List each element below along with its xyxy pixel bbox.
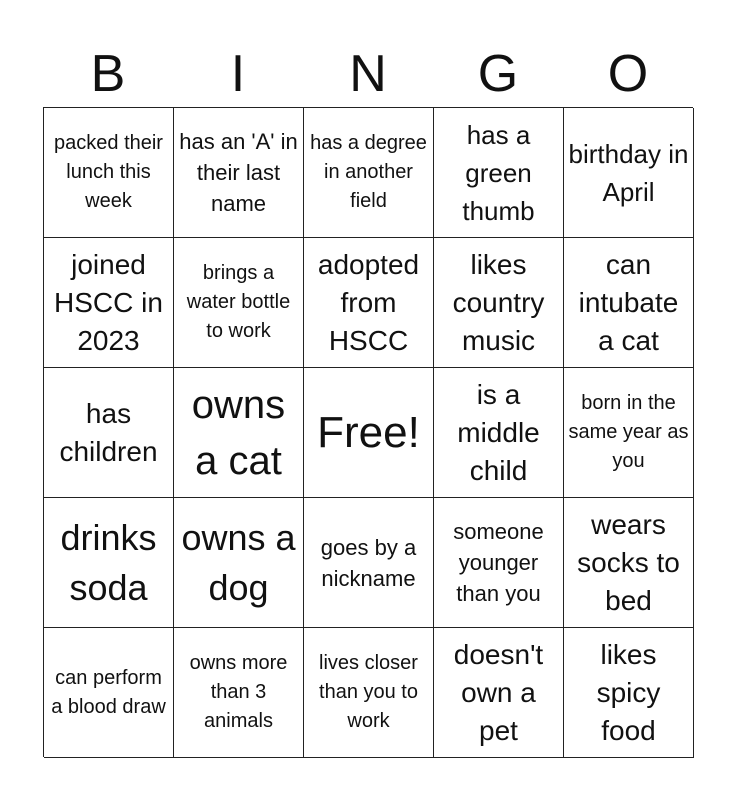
cell-text: can intubate a cat	[578, 248, 679, 356]
bingo-cell[interactable]	[304, 628, 434, 758]
cell-text: Free!	[317, 407, 420, 457]
bingo-cell[interactable]	[44, 238, 174, 368]
bingo-cell[interactable]	[564, 108, 694, 238]
cell-text: can perform a blood draw	[51, 666, 166, 718]
cell-text: birthday in April	[568, 138, 689, 207]
cell-text: adopted from HSCC	[317, 248, 420, 356]
cell-text: wears socks to bed	[577, 508, 680, 616]
header-letter-g: G	[477, 45, 519, 103]
cell-text: born in the same year as you	[568, 392, 689, 472]
cell-text: has a degree in another field	[310, 132, 427, 212]
cell-text: has a green thumb	[462, 119, 535, 226]
cell-text: likes country music	[452, 248, 545, 356]
bingo-cell[interactable]	[434, 368, 564, 498]
cell-text: has children	[59, 397, 158, 467]
cell-text: joined HSCC in 2023	[54, 248, 163, 356]
bingo-header	[43, 40, 693, 108]
bingo-cell[interactable]	[44, 108, 174, 238]
bingo-cell[interactable]	[434, 628, 564, 758]
bingo-cell[interactable]	[44, 498, 174, 628]
bingo-cell[interactable]	[44, 368, 174, 498]
bingo-cell[interactable]	[174, 498, 304, 628]
cell-text: brings a water bottle to work	[186, 262, 291, 342]
cell-text: likes spicy food	[596, 638, 661, 746]
cell-text: has an 'A' in their last name	[179, 129, 298, 216]
bingo-cell[interactable]	[564, 238, 694, 368]
bingo-cell[interactable]	[434, 108, 564, 238]
bingo-cell[interactable]	[434, 498, 564, 628]
bingo-cell[interactable]	[44, 628, 174, 758]
cell-text: packed their lunch this week	[54, 132, 163, 212]
cell-text: owns more than 3 animals	[189, 652, 288, 732]
cell-text: owns a dog	[181, 516, 296, 608]
header-letter-o: O	[607, 45, 649, 103]
bingo-cell[interactable]	[304, 498, 434, 628]
cell-text: drinks soda	[60, 516, 157, 608]
bingo-cell[interactable]	[174, 628, 304, 758]
header-letter-b: B	[90, 45, 126, 103]
cell-text: goes by a nickname	[320, 534, 417, 591]
cell-text: someone younger than you	[453, 519, 544, 606]
bingo-cell[interactable]	[304, 108, 434, 238]
bingo-cell[interactable]	[304, 238, 434, 368]
cell-text: lives closer than you to work	[319, 652, 418, 732]
bingo-cell[interactable]	[174, 108, 304, 238]
cell-text: is a middle child	[457, 378, 540, 486]
bingo-board	[43, 107, 693, 757]
bingo-cell[interactable]	[564, 498, 694, 628]
cell-text: doesn't own a pet	[453, 638, 544, 746]
free-space-cell[interactable]	[304, 368, 434, 498]
bingo-cell[interactable]	[174, 238, 304, 368]
bingo-cell[interactable]	[564, 368, 694, 498]
bingo-cell[interactable]	[174, 368, 304, 498]
bingo-cell[interactable]	[434, 238, 564, 368]
bingo-cell[interactable]	[564, 628, 694, 758]
header-letter-n: N	[349, 45, 387, 103]
header-letter-i: I	[230, 45, 246, 103]
cell-text: owns a cat	[191, 382, 286, 483]
